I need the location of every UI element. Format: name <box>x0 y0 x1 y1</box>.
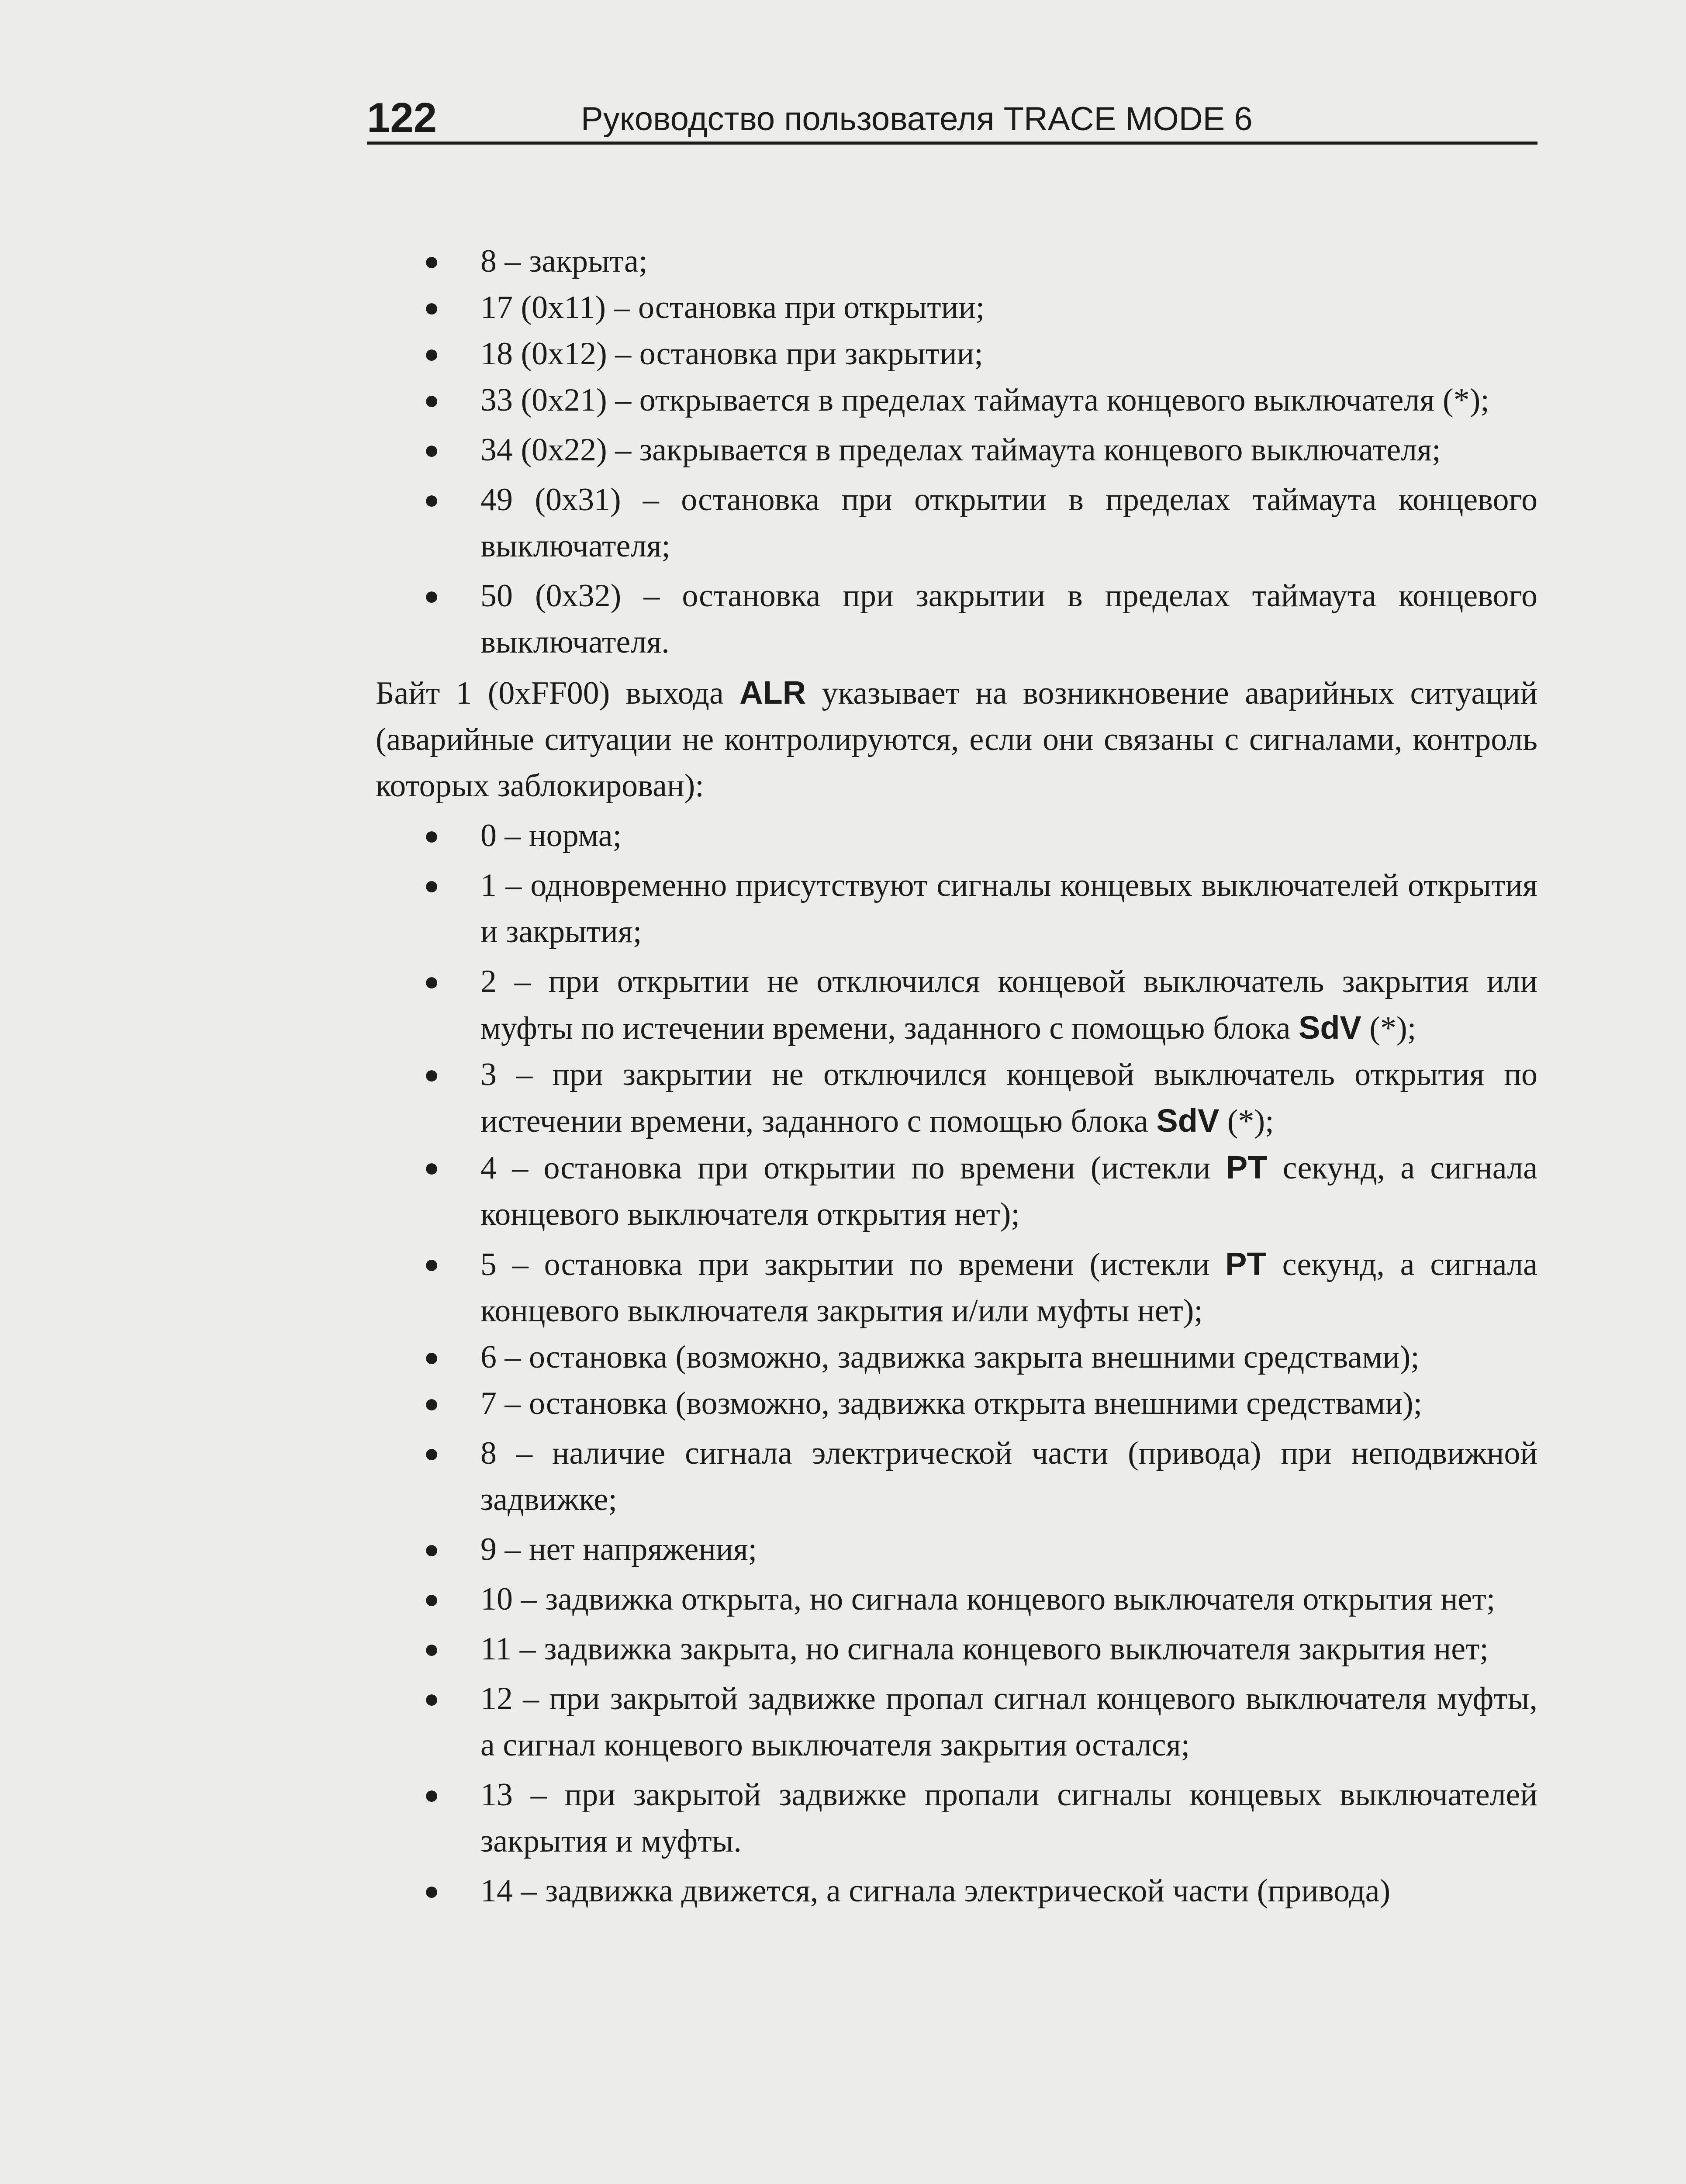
alr-term: ALR <box>739 674 806 711</box>
header-rule <box>367 142 1537 145</box>
list-item: ● 3 – при закрытии не отключился концевой выключатель открытия по истечении времени, заданного с помощью блока SdV (*); <box>376 1051 1537 1144</box>
bullet-icon: ● <box>424 247 440 276</box>
bullet-icon: ● <box>424 1876 440 1905</box>
bullet-icon: ● <box>424 1389 440 1418</box>
list-item: ● 1 – одновременно присутствуют сигналы концевых выключателей открытия и закрытия; <box>376 862 1537 955</box>
alarm-paragraph: Байт 1 (0xFF00) выхода ALR указывает на возникновение аварийных ситуаций (аварийные ситуации не контролируются, если они связаны с сигналами, контроль которых заблокирован): <box>376 674 1537 804</box>
list-item: ● 50 (0x32) – остановка при закрытии в пределах таймаута концевого выключателя. <box>376 573 1537 665</box>
list-item: ● 14 – задвижка движется, а сигнала электрической части (привода) <box>376 1868 1537 1914</box>
bullet-icon: ● <box>424 1343 440 1372</box>
list-item: ● 33 (0x21) – открывается в пределах таймаута концевого выключателя (*); <box>376 377 1537 423</box>
bullet-icon: ● <box>424 1439 440 1468</box>
list-item: ● 12 – при закрытой задвижке пропал сигнал концевого выключателя муфты, а сигнал концевого выключателя закрытия остался; <box>376 1676 1537 1768</box>
bullet-icon: ● <box>424 1585 440 1614</box>
pt-term: PT <box>1225 1246 1267 1282</box>
list-item: ● 13 – при закрытой задвижке пропали сигналы концевых выключателей закрытия и муфты. <box>376 1772 1537 1864</box>
sdv-term: SdV <box>1156 1102 1220 1139</box>
bullet-icon: ● <box>424 1635 440 1663</box>
bullet-icon: ● <box>424 1780 440 1809</box>
bullet-icon: ● <box>424 1684 440 1713</box>
bullet-icon: ● <box>424 1250 440 1279</box>
page-header <box>367 87 1537 151</box>
state-list <box>376 238 1537 665</box>
bullet-icon: ● <box>424 435 440 464</box>
bullet-icon: ● <box>424 293 440 322</box>
list-item: ● 8 – наличие сигнала электрической части (привода) при неподвижной задвижке; <box>376 1430 1537 1523</box>
bullet-icon: ● <box>424 339 440 368</box>
list-item: ● 7 – остановка (возможно, задвижка открыта внешними средствами); <box>376 1380 1537 1427</box>
bullet-icon: ● <box>424 967 440 996</box>
list-item: ● 9 – нет напряжения; <box>376 1526 1537 1572</box>
bullet-icon: ● <box>424 1060 440 1089</box>
bullet-icon: ● <box>424 485 440 514</box>
list-item: ● 34 (0x22) – закрывается в пределах таймаута концевого выключателя; <box>376 427 1537 473</box>
list-item: ● 10 – задвижка открыта, но сигнала концевого выключателя открытия нет; <box>376 1576 1537 1622</box>
list-item: ● 18 (0x12) – остановка при закрытии; <box>376 331 1537 377</box>
list-item: ● 8 – закрыта; <box>376 238 1537 284</box>
bullet-icon: ● <box>424 386 440 415</box>
list-item: ● 6 – остановка (возможно, задвижка закрыта внешними средствами); <box>376 1334 1537 1380</box>
list-item: ● 17 (0x11) – остановка при открытии; <box>376 284 1537 331</box>
list-item: ● 4 – остановка при открытии по времени (истекли PT секунд, а сигнала концевого выключателя открытия нет); <box>376 1144 1537 1237</box>
page-number: 122 <box>367 94 437 141</box>
bullet-icon: ● <box>424 1153 440 1182</box>
running-title: Руководство пользователя TRACE MODE 6 <box>581 100 1253 138</box>
pt-term: PT <box>1226 1149 1268 1185</box>
page-content <box>376 238 1537 1914</box>
list-item: ● 11 – задвижка закрыта, но сигнала концевого выключателя закрытия нет; <box>376 1626 1537 1672</box>
list-item: ● 0 – норма; <box>376 812 1537 859</box>
alarm-list <box>376 812 1537 1914</box>
bullet-icon: ● <box>424 581 440 610</box>
sdv-term: SdV <box>1298 1009 1361 1046</box>
list-item: ● 49 (0x31) – остановка при открытии в пределах таймаута концевого выключателя; <box>376 477 1537 569</box>
list-item: ● 2 – при открытии не отключился концевой выключатель закрытия или муфты по истечении времени, заданного с помощью блока SdV (*); <box>376 958 1537 1051</box>
bullet-icon: ● <box>424 1535 440 1564</box>
bullet-icon: ● <box>424 871 440 900</box>
bullet-icon: ● <box>424 821 440 850</box>
list-item: ● 5 – остановка при закрытии по времени (истекли PT секунд, а сигнала концевого выключателя закрытия и/или муфты нет); <box>376 1241 1537 1334</box>
